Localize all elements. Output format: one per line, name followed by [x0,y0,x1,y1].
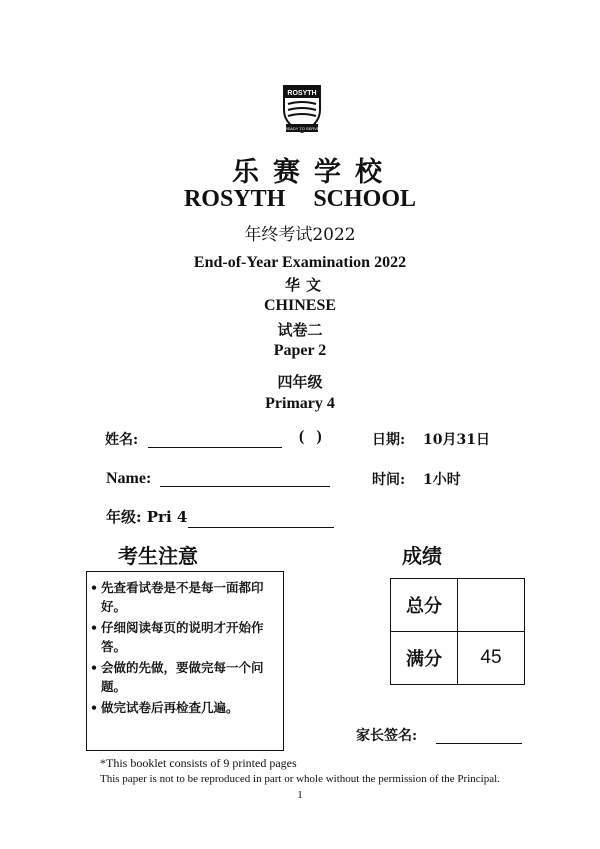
name-cn-field[interactable] [148,447,282,448]
total-score-value[interactable] [458,579,525,632]
instruction-item: • 先查看试卷是不是每一面都印好。 [90,580,264,614]
page-number: 1 [297,789,303,801]
max-score-label: 满分 [391,632,458,685]
score-table [390,578,525,685]
crest-text: ROSYTH [287,90,317,97]
level-en: Primary 4 [265,395,335,412]
parent-signature-field[interactable] [436,743,522,744]
booklet-note: *This booklet consists of 9 printed pages [100,756,297,770]
school-name-cn: 乐赛学校 [232,157,396,188]
grade-label: 年级: Pri 4 [106,508,188,526]
subject-cn: 华文 [284,276,327,294]
parent-signature-label: 家长签名: [356,728,418,744]
time-value: 1小时 [423,472,461,488]
name-cn-label: 姓名: [105,432,139,448]
instructions-box [86,571,284,751]
max-score-value: 45 [458,632,525,685]
exam-title-en: End-of-Year Examination 2022 [193,254,407,271]
name-en-label: Name: [106,470,152,487]
instruction-item: • 仔细阅读每页的说明才开始作答。 [90,620,264,654]
date-label: 日期: [372,432,406,448]
time-label: 时间: [372,472,406,488]
paper-cn: 试卷二 [277,321,323,339]
score-heading: 成绩 [402,544,442,568]
level-cn: 四年级 [277,373,323,391]
instruction-item: • 会做的先做，要做完每一个问题。 [90,660,264,694]
paper-en: Paper 2 [273,342,327,359]
grade-underline [188,527,334,528]
copyright-note: This paper is not to be reproduced in part or whole without the permission of the Principal. [100,773,500,785]
name-en-field[interactable] [160,486,330,487]
subject-en: CHINESE [263,297,337,314]
exam-title-cn: 年终考试2022 [244,225,356,245]
class-number-field[interactable]: ( ) [299,428,326,445]
crest-motto: READY TO SERVE [284,126,320,131]
date-value: 10月31日 [423,432,490,448]
total-score-label: 总分 [391,579,458,632]
instruction-item: • 做完试卷后再检查几遍。 [90,700,239,715]
school-name-en: ROSYTH SCHOOL [183,186,417,212]
school-crest-logo [280,82,324,134]
notes-heading: 考生注意 [118,544,198,568]
